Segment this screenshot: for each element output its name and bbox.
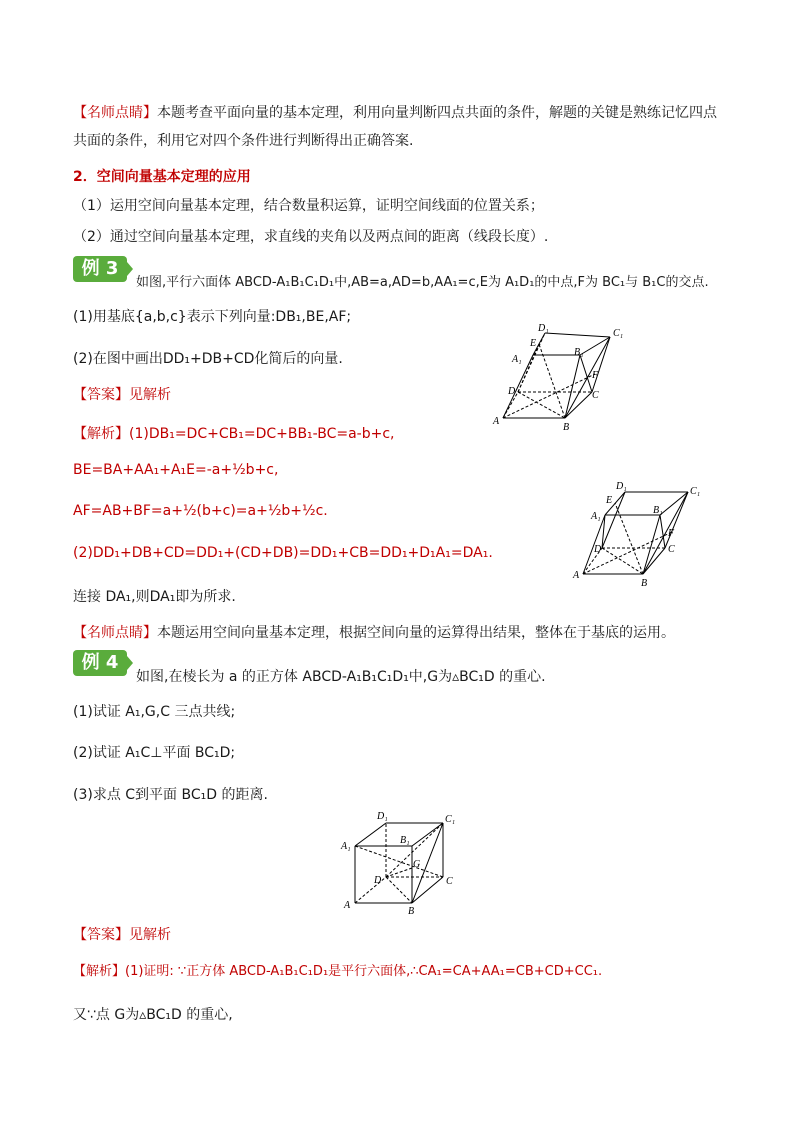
- tip-paragraph-2: [73, 622, 675, 642]
- fig2-label: C: [668, 544, 675, 555]
- fig1-label: D: [508, 386, 516, 397]
- example-4-q1: (1)试证 A₁,G,C 三点共线;: [73, 704, 236, 720]
- example-3-q1: (1)用基底{a,b,c}表示下列向量:DB₁,BE,AF;: [73, 309, 352, 325]
- fig2-label: E: [606, 495, 613, 506]
- fig3-label: G: [413, 859, 421, 870]
- example-4-solution-2: 又∵点 G为▵BC₁D 的重心,: [73, 1007, 233, 1023]
- tip-paragraph-1: [73, 102, 717, 122]
- fig3-label: C₁: [445, 814, 456, 825]
- section-item-1: （1）运用空间向量基本定理，结合数量积运算，证明空间线面的位置关系；: [73, 198, 544, 214]
- example-3-solution-2: BE=BA+AA₁+A₁E=-a+½b+c,: [73, 462, 279, 478]
- fig2-label: A: [573, 570, 580, 581]
- example-4-solution-1: 【解析】(1)证明: ∵正方体 ABCD-A₁B₁C₁D₁是平行六面体,∴CA₁=CA+AA₁=CB+CD+CC₁.: [73, 964, 603, 979]
- example-3-stem: 如图,平行六面体 ABCD-A₁B₁C₁D₁中,AB=a,AD=b,AA₁=c,E为 A₁D₁的中点,F为 BC₁与 B₁C的交点.: [136, 275, 709, 290]
- fig2-label: D₁: [616, 481, 627, 492]
- fig3-label: A: [344, 900, 351, 911]
- section-title: 2．空间向量基本定理的应用: [73, 169, 251, 185]
- fig1-label: C: [592, 390, 599, 401]
- fig2-label: F: [668, 528, 675, 539]
- example-4-q2: (2)试证 A₁C⊥平面 BC₁D;: [73, 745, 236, 761]
- fig2-label: B: [641, 578, 648, 589]
- fig3-label: A₁: [341, 841, 351, 852]
- fig1-label: B₁: [574, 347, 584, 358]
- fig2-label: A₁: [591, 511, 601, 522]
- example-4-tag: 例 4: [73, 650, 127, 676]
- fig3-label: D₁: [377, 811, 388, 822]
- tip-text-line1: 本题考查平面向量的基本定理，利用向量判断四点共面的条件，解题的关键是熟练记忆四点: [157, 105, 717, 121]
- example-3-solution-5: 连接 DA₁,则DA₁即为所求.: [73, 589, 236, 605]
- example-3-answer: 【答案】见解析: [73, 387, 171, 403]
- parallelepiped-figure-2: [570, 478, 720, 590]
- example-4-answer: 【答案】见解析: [73, 927, 171, 943]
- fig3-label: D: [374, 875, 382, 886]
- example-4-stem: 如图,在棱长为 a 的正方体 ABCD-A₁B₁C₁D₁中,G为▵BC₁D 的重心.: [136, 669, 546, 685]
- parallelepiped-figure-1: [488, 316, 648, 436]
- example-3-solution-4: (2)DD₁+DB+CD=DD₁+(CD+DB)=DD₁+CB=DD₁+D₁A₁=DA₁.: [73, 545, 493, 561]
- example-3-solution-3: AF=AB+BF=a+½(b+c)=a+½b+½c.: [73, 503, 328, 519]
- tip-label: 【名师点睛】: [73, 105, 157, 121]
- section-item-2: （2）通过空间向量基本定理，求直线的夹角以及两点间的距离（线段长度）.: [73, 229, 549, 245]
- example-4-q3: (3)求点 C到平面 BC₁D 的距离.: [73, 787, 268, 803]
- tip-text-line2: 共面的条件，利用它对四个条件进行判断得出正确答案.: [73, 133, 414, 149]
- fig1-label: D₁: [538, 323, 549, 334]
- example-3-q2: (2)在图中画出DD₁+DB+CD化简后的向量.: [73, 351, 343, 367]
- fig2-label: C₁: [690, 486, 701, 497]
- example-3-tag: 例 3: [73, 256, 127, 282]
- fig3-label: B: [408, 906, 415, 916]
- fig3-label: C: [446, 876, 453, 887]
- fig2-label: D: [594, 544, 602, 555]
- fig3-label: B₁: [400, 835, 410, 846]
- fig1-label: A: [493, 416, 500, 427]
- cube-figure: [338, 806, 468, 916]
- fig1-label: E: [530, 338, 537, 349]
- tip-text: 本题运用空间向量基本定理，根据空间向量的运算得出结果，整体在于基底的运用。: [157, 625, 675, 641]
- fig1-label: F: [592, 370, 599, 381]
- fig1-label: C₁: [613, 328, 624, 339]
- fig1-label: A₁: [512, 354, 522, 365]
- example-3-solution-1: 【解析】(1)DB₁=DC+CB₁=DC+BB₁-BC=a-b+c,: [73, 426, 395, 442]
- fig2-label: B₁: [653, 505, 663, 516]
- fig1-label: B: [563, 422, 570, 433]
- tip-label: 【名师点睛】: [73, 625, 157, 641]
